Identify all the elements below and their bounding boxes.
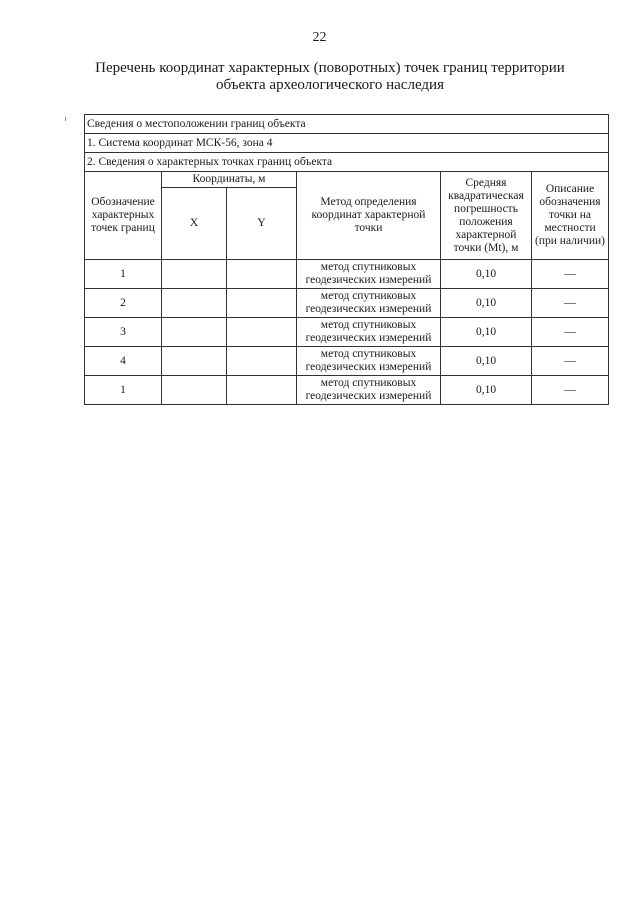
- table-row: [85, 376, 609, 405]
- title-line-2: объекта археологического наследия: [216, 77, 444, 93]
- cell-point: 1: [85, 260, 162, 289]
- header-x: X: [162, 188, 227, 260]
- cell-method: [297, 260, 441, 289]
- table-row: [85, 260, 609, 289]
- method-line-1: метод спутниковых: [320, 290, 417, 302]
- method-line-2: геодезических измерений: [305, 390, 432, 402]
- method-line-1: метод спутниковых: [320, 261, 417, 273]
- cell-x: [162, 347, 227, 376]
- cell-method: [297, 289, 441, 318]
- cell-y: [227, 289, 297, 318]
- points-info: 2. Сведения о характерных точках границ объекта: [85, 153, 609, 172]
- table-row: [85, 318, 609, 347]
- section-title: Сведения о местоположении границ объекта: [85, 115, 609, 134]
- cell-point: 2: [85, 289, 162, 318]
- method-line-2: геодезических измерений: [305, 274, 432, 286]
- coord-system: 1. Система координат МСК-56, зона 4: [85, 134, 609, 153]
- cell-x: [162, 289, 227, 318]
- cell-x: [162, 376, 227, 405]
- cell-method: [297, 376, 441, 405]
- cell-x: [162, 318, 227, 347]
- table-row: [85, 289, 609, 318]
- cell-point: 1: [85, 376, 162, 405]
- title-line-1: Перечень координат характерных (поворотных) точек границ территории: [95, 60, 565, 76]
- method-line-1: метод спутниковых: [320, 319, 417, 331]
- cell-accuracy: 0,10: [441, 376, 532, 405]
- cell-x: [162, 260, 227, 289]
- header-accuracy: Средняя квадратическая погрешность положения характерной точки (Mt), м: [441, 172, 532, 260]
- cell-method: [297, 318, 441, 347]
- cell-description: —: [532, 318, 609, 347]
- cell-description: —: [532, 347, 609, 376]
- cell-description: —: [532, 376, 609, 405]
- cell-y: [227, 376, 297, 405]
- method-line-1: метод спутниковых: [320, 377, 417, 389]
- page-number: 22: [312, 30, 327, 45]
- method-line-1: метод спутниковых: [320, 348, 417, 360]
- method-line-2: геодезических измерений: [305, 361, 432, 373]
- cell-y: [227, 318, 297, 347]
- document-title: [60, 60, 600, 94]
- cell-point: 3: [85, 318, 162, 347]
- cell-accuracy: 0,10: [441, 318, 532, 347]
- method-line-2: геодезических измерений: [305, 303, 432, 315]
- cell-y: [227, 347, 297, 376]
- cell-method: [297, 347, 441, 376]
- cell-y: [227, 260, 297, 289]
- cell-accuracy: 0,10: [441, 289, 532, 318]
- cell-accuracy: 0,10: [441, 260, 532, 289]
- header-point-designation: Обозначение характерных точек границ: [85, 172, 162, 260]
- scan-mark: [65, 117, 66, 121]
- method-line-2: геодезических измерений: [305, 332, 432, 344]
- table-row: [85, 347, 609, 376]
- header-y: Y: [227, 188, 297, 260]
- cell-description: —: [532, 289, 609, 318]
- cell-point: 4: [85, 347, 162, 376]
- cell-accuracy: 0,10: [441, 347, 532, 376]
- coordinates-table: [84, 114, 609, 405]
- header-description: Описание обозначения точки на местности (при наличии): [532, 172, 609, 260]
- cell-description: —: [532, 260, 609, 289]
- header-method: Метод определения координат характерной точки: [297, 172, 441, 260]
- header-coordinates: Координаты, м: [162, 172, 297, 188]
